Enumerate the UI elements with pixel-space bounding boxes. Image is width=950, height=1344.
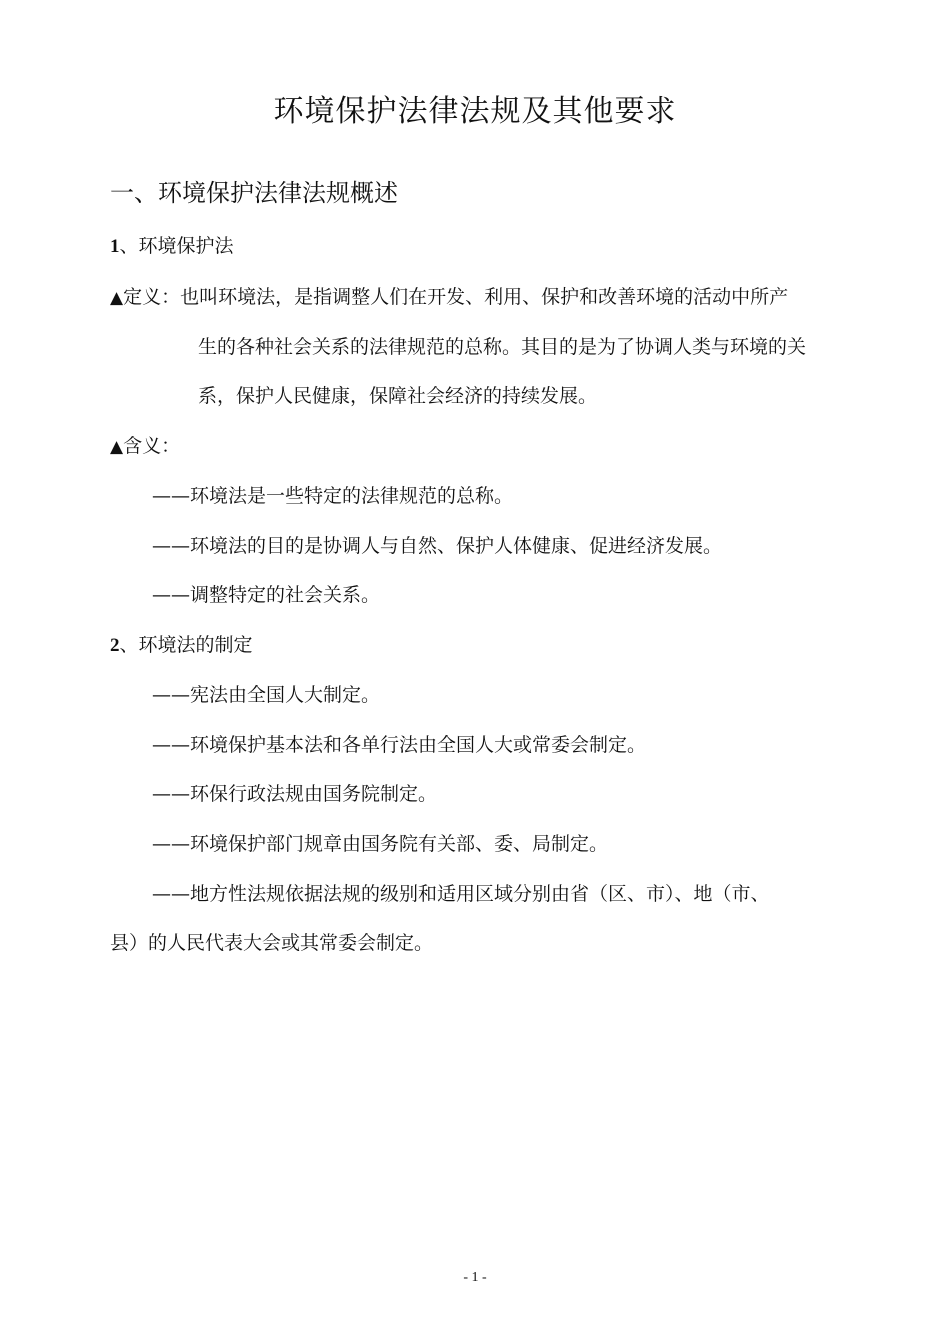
subsection-number: 1 (110, 236, 120, 257)
definition-line-1 (110, 283, 788, 312)
triangle-bullet-icon: ▲ (110, 288, 124, 308)
meaning-item: ——环境法是一些特定的法律规范的总称。 (152, 485, 514, 507)
definition-text: 也叫环境法，是指调整人们在开发、利用、保护和改善环境的活动中所产 (180, 286, 789, 308)
meaning-item: ——调整特定的社会关系。 (152, 584, 381, 606)
subsection-title: 、环境保护法 (119, 235, 234, 257)
triangle-bullet-icon: ▲ (110, 437, 124, 457)
document-title: 环境保护法律法规及其他要求 (273, 94, 677, 129)
formulation-item: ——环保行政法规由国务院制定。 (152, 783, 438, 805)
formulation-item: ——宪法由全国人大制定。 (152, 684, 381, 706)
formulation-item: ——环境保护部门规章由国务院有关部、委、局制定。 (152, 833, 609, 855)
subsection-title: 、环境法的制定 (119, 634, 253, 656)
definition-label: 定义： (123, 286, 181, 308)
formulation-item: ——地方性法规依据法规的级别和适用区域分别由省（区、市）、地（市、 (152, 883, 770, 905)
subsection-number: 2 (110, 635, 120, 656)
meaning-heading (110, 432, 180, 461)
meaning-item: ——环境法的目的是协调人与自然、保护人体健康、促进经济发展。 (152, 535, 723, 557)
meaning-label: 含义： (123, 435, 181, 457)
formulation-item-continued: 县）的人民代表大会或其常委会制定。 (110, 932, 434, 954)
formulation-item: ——环境保护基本法和各单行法由全国人大或常委会制定。 (152, 734, 647, 756)
section-heading-1: 一、环境保护法律法规概述 (110, 179, 398, 207)
page-number: - 1 - (463, 1270, 487, 1285)
definition-line-3: 系，保护人民健康，保障社会经济的持续发展。 (198, 385, 598, 407)
definition-line-2: 生的各种社会关系的法律规范的总称。其目的是为了协调人类与环境的关 (198, 336, 807, 358)
subsection-heading-1 (110, 232, 234, 261)
subsection-heading-2 (110, 631, 253, 660)
